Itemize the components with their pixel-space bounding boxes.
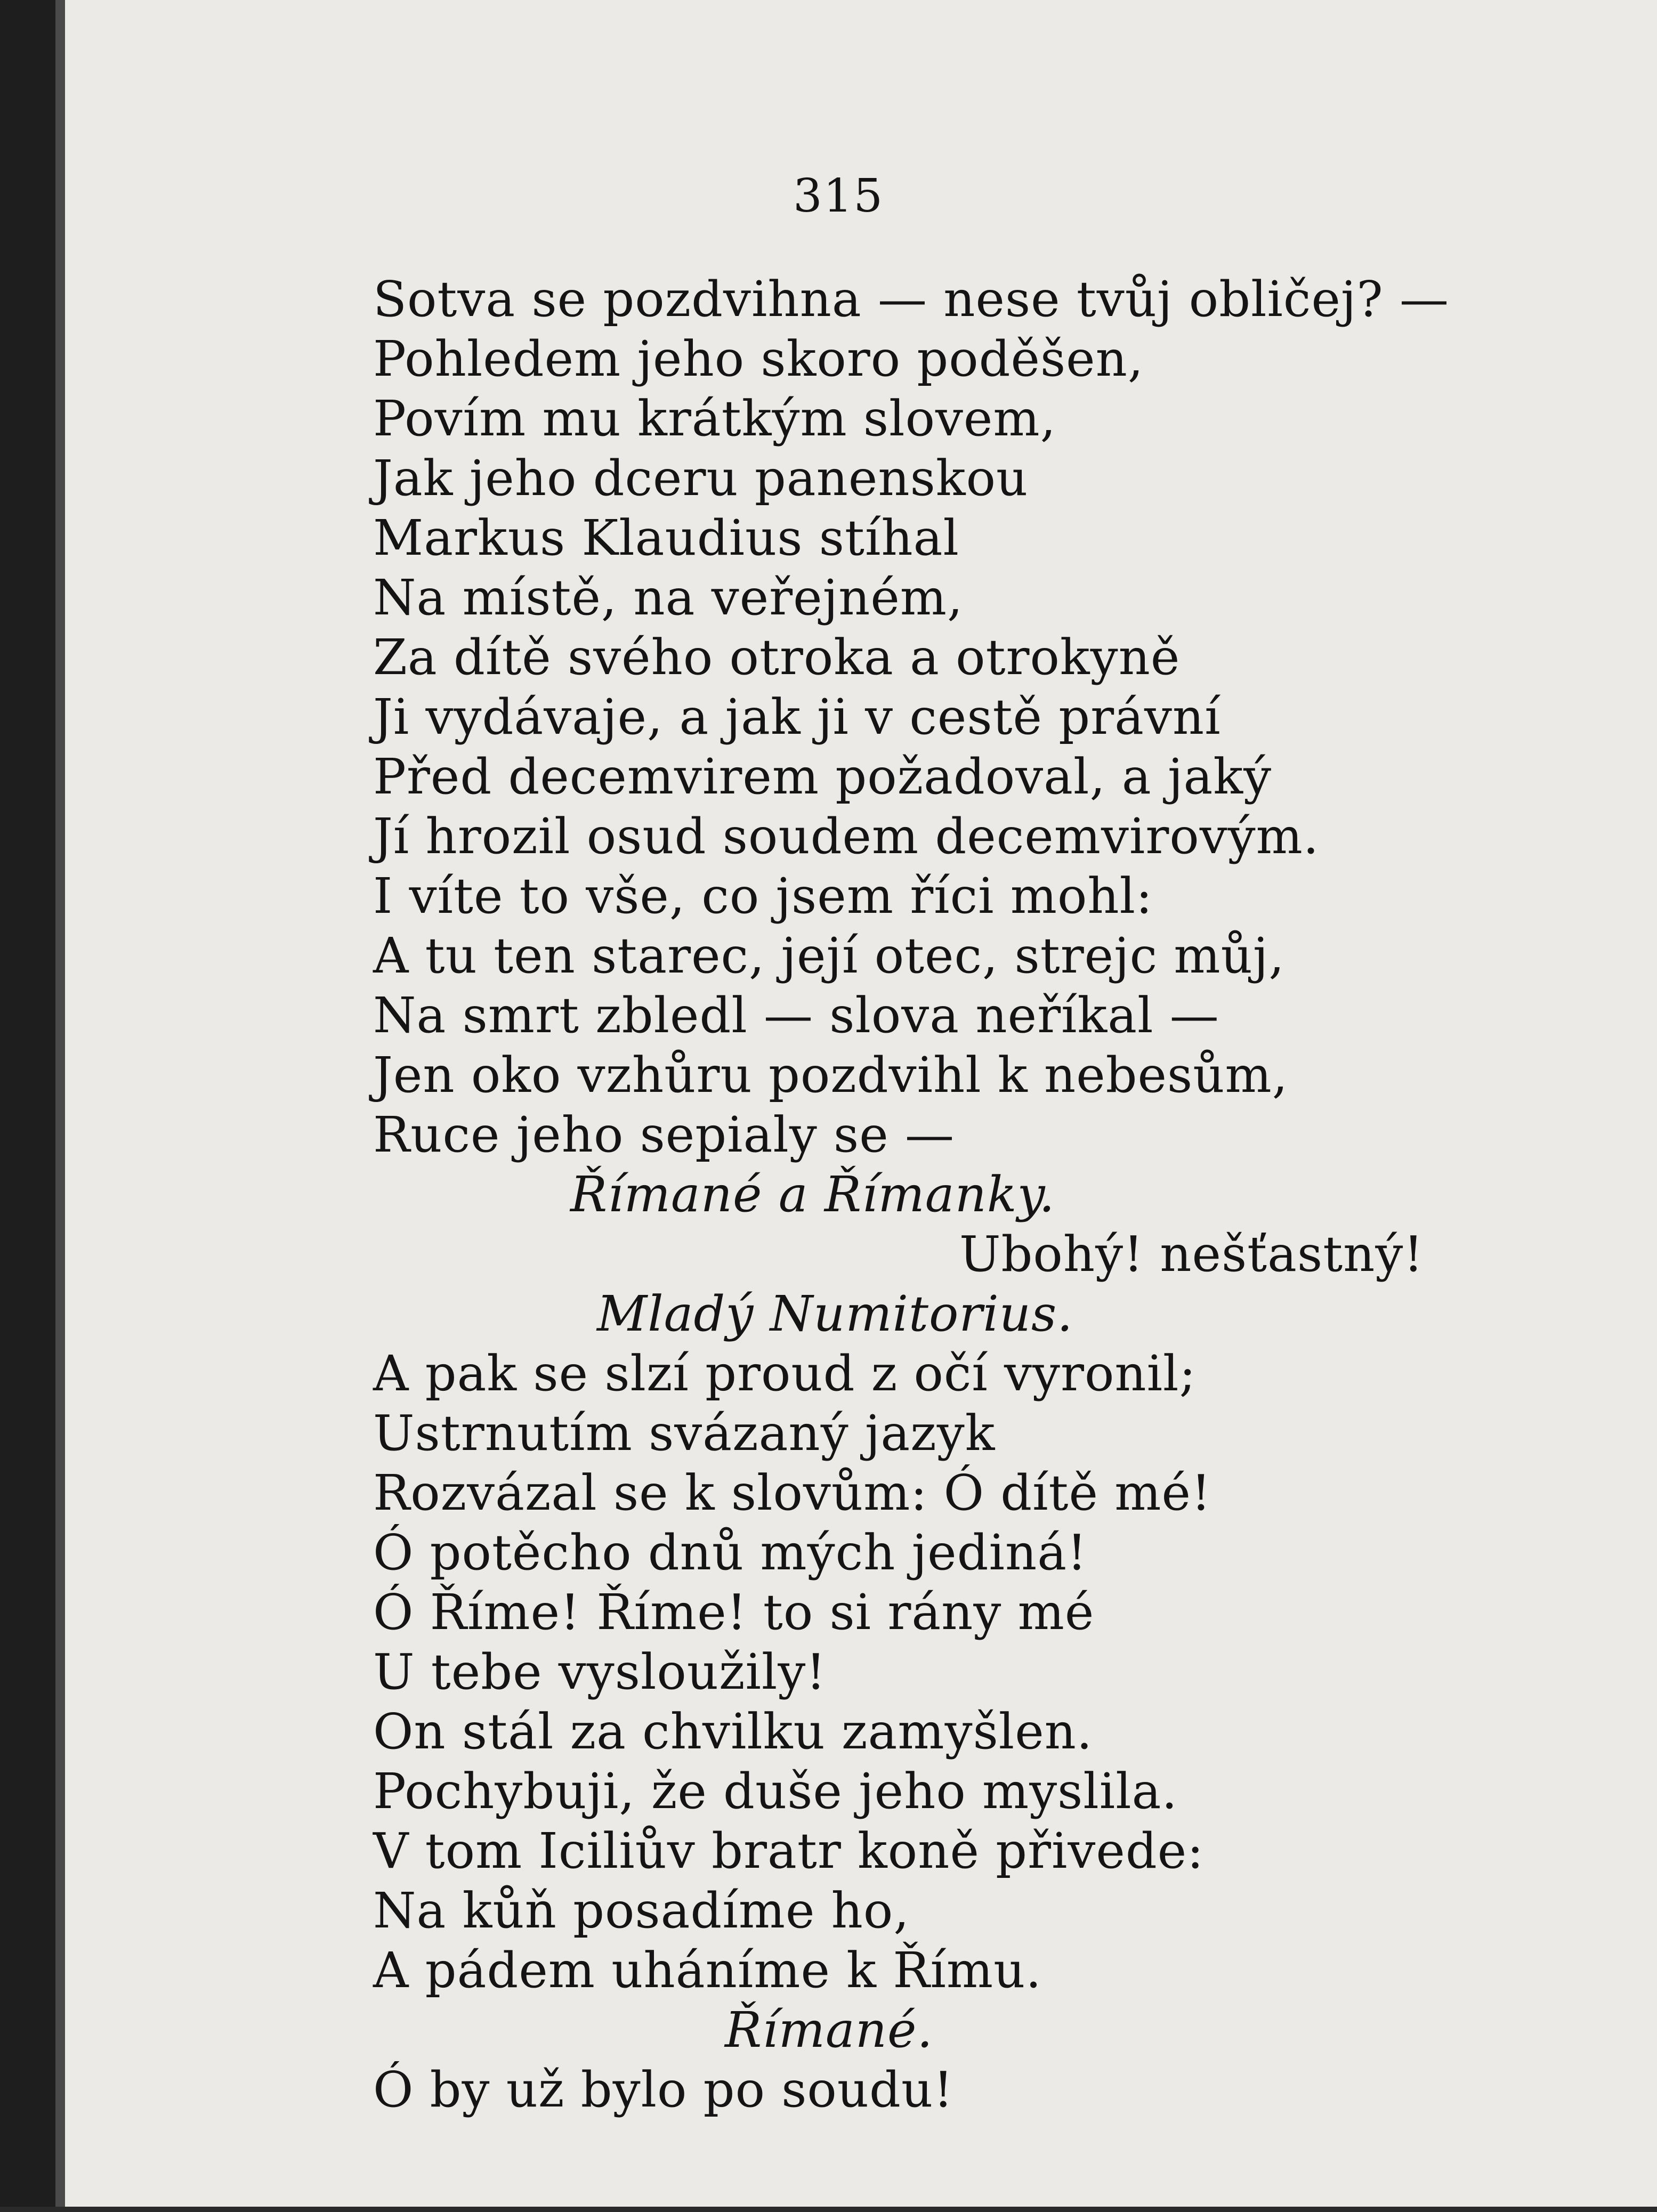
page-number: 315: [793, 169, 884, 223]
verse-line: Před decemvirem požadoval, a jaký: [373, 748, 1272, 805]
verse-line: Jen oko vzhůru pozdvihl k nebesům,: [373, 1047, 1288, 1104]
verse-line: Markus Klaudius stíhal: [373, 509, 959, 566]
verse-line: A pak se slzí proud z očí vyronil;: [373, 1345, 1197, 1402]
verse-line: Ubohý! nešťastný!: [959, 1226, 1424, 1283]
page-bottom-edge: [0, 2207, 1657, 2212]
verse-line: Ó Říme! Říme! to si rány mé: [373, 1584, 1095, 1641]
verse-line: Na kůň posadíme ho,: [373, 1882, 910, 1939]
verse-line: Sotva se pozdvihna — nese tvůj obličej? —: [373, 271, 1449, 328]
book-binding-edge: [0, 0, 65, 2212]
verse-line: A tu ten starec, její otec, strejc můj,: [373, 927, 1285, 984]
verse-line: U tebe vysloužily!: [373, 1643, 827, 1700]
verse-line: Povím mu krátkým slovem,: [373, 390, 1056, 447]
verse-line: Ustrnutím svázaný jazyk: [373, 1405, 996, 1462]
verse-line: Za dítě svého otroka a otrokyně: [373, 629, 1181, 686]
verse-line: Ó potěcho dnů mých jediná!: [373, 1524, 1088, 1581]
verse-line: Pochybuji, že duše jeho myslila.: [373, 1763, 1178, 1820]
verse-line: Jak jeho dceru panenskou: [373, 450, 1029, 507]
verse-line: Pohledem jeho skoro poděšen,: [373, 330, 1144, 387]
verse-line: Ji vydávaje, a jak ji v cestě právní: [373, 688, 1221, 746]
verse-line: Rozvázal se k slovům: Ó dítě mé!: [373, 1464, 1211, 1521]
speaker-heading: Římané a Římanky.: [570, 1166, 1055, 1223]
verse-line: Na smrt zbledl — slova neříkal —: [373, 987, 1219, 1044]
verse-line: Ó by už bylo po soudu!: [373, 2061, 954, 2118]
poem-text: [373, 270, 1449, 2120]
verse-line: Ruce jeho sepialy se —: [373, 1106, 955, 1163]
verse-line: Jí hrozil osud soudem decemvirovým.: [373, 808, 1320, 865]
verse-line: A pádem uháníme k Římu.: [373, 1942, 1042, 1999]
verse-line: On stál za chvilku zamyšlen.: [373, 1703, 1093, 1760]
speaker-heading: Římané.: [725, 2002, 933, 2059]
verse-line: I víte to vše, co jsem říci mohl:: [373, 868, 1153, 925]
speaker-heading: Mladý Numitorius.: [597, 1285, 1073, 1342]
verse-line: V tom Iciliův bratr koně přivede:: [373, 1822, 1205, 1879]
verse-line: Na místě, na veřejném,: [373, 569, 964, 626]
